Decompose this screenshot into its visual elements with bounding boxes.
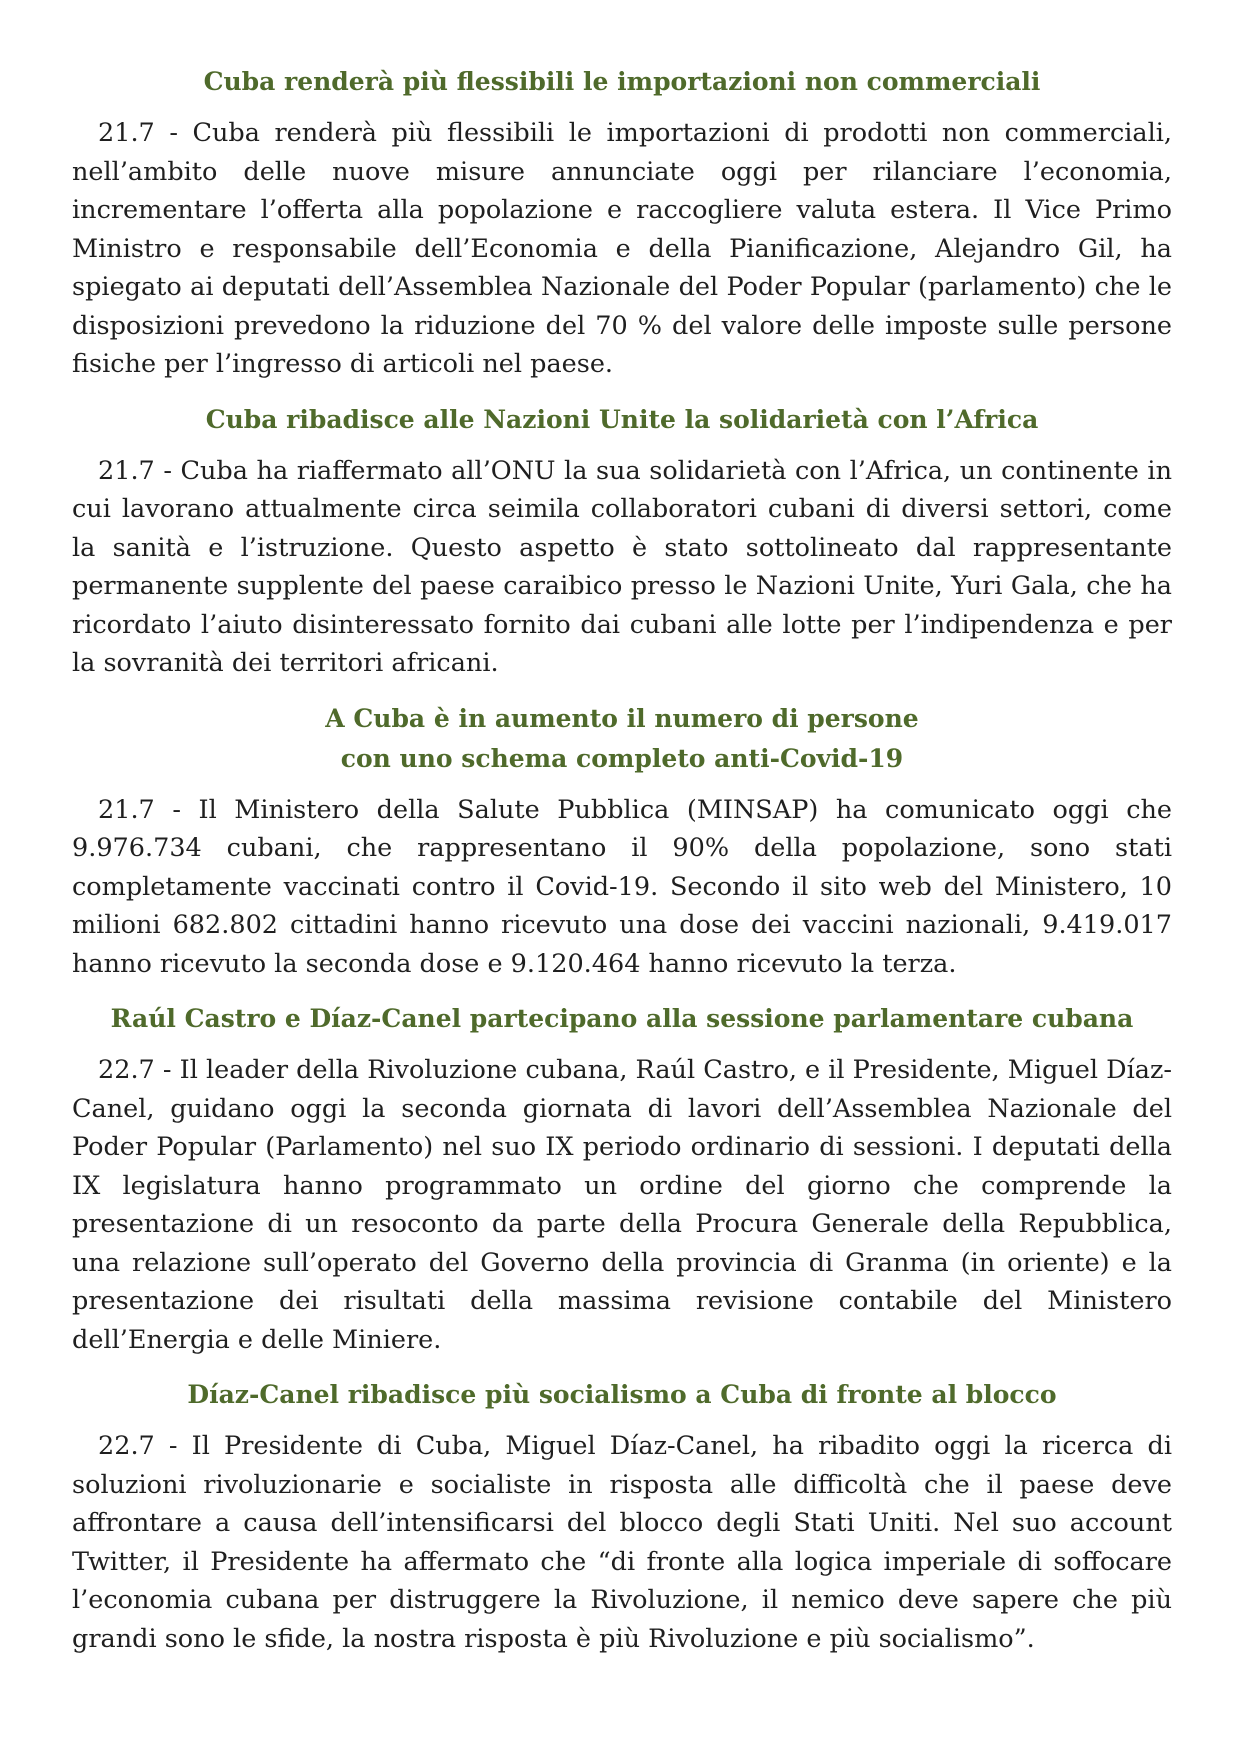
article-body: 21.7 - Cuba ha riaffermato all’ONU la sua solidarietà con l’Africa, un continente in cui lavorano attualmente circa seimila collaboratori cubani di diversi settori, come la sanità e l’istruzione. Questo aspetto è stato sottolineato dal rappresentante permanente supplente del paese caraibico presso le Nazioni Unite, Yuri Gala, che ha ricordato l’aiuto disinteressato fornito dai cubani alle lotte per l’indipendenza e per la sovranità dei territori africani.	[72, 455, 1172, 678]
article-title-line: con uno schema completo anti-Covid-19	[340, 743, 904, 773]
article-body: 22.7 - Il leader della Rivoluzione cubana, Raúl Castro, e il Presidente, Miguel Díaz-Canel, guidano oggi la seconda giornata di lavori dell’Assemblea Nazionale del Poder Popular (Parlamento) nel suo IX periodo ordinario di sessioni. I deputati della IX legislatura hanno programmato un ordine del giorno che comprende la presentazione di un resoconto da parte della Procura Generale della Repubblica, una relazione sull’operato del Governo della provincia di Granma (in oriente) e la presentazione dei risultati della massima revisione contabile del Ministero dell’Energia e delle Miniere.	[72, 1055, 1172, 1355]
article-title	[72, 699, 1172, 779]
article-title-line: Cuba renderà più flessibili le importazioni non commerciali	[203, 67, 1041, 96]
article-title	[72, 1375, 1172, 1415]
article-title-line: Raúl Castro e Díaz-Canel partecipano alla sessione parlamentare cubana	[110, 1004, 1134, 1033]
article-title	[72, 999, 1172, 1039]
article-body: 21.7 - Cuba renderà più flessibili le importazioni di prodotti non commerciali, nell’ambito delle nuove misure annunciate oggi per rilanciare l’economia, incrementare l’offerta alla popolazione e raccogliere valuta estera. Il Vice Primo Ministro e responsabile dell’Economia e della Pianificazione, Alejandro Gil, ha spiegato ai deputati dell’Assemblea Nazionale del Poder Popular (parlamento) che le disposizioni prevedono la riduzione del 70 % del valore delle imposte sulle persone fisiche per l’ingresso di articoli nel paese.	[72, 118, 1172, 379]
article-body: 22.7 - Il Presidente di Cuba, Miguel Díaz-Canel, ha ribadito oggi la ricerca di soluzioni rivoluzionarie e socialiste in risposta alle difficoltà che il paese deve affrontare a causa dell’intensificarsi del blocco degli Stati Uniti. Nel suo account Twitter, il Presidente ha affermato che “di fronte alla logica imperiale di soffocare l’economia cubana per distruggere la Rivoluzione, il nemico deve sapere che più grandi sono le sfide, la nostra risposta è più Rivoluzione e più socialismo”.	[72, 1431, 1172, 1654]
article-title-line: A Cuba è in aumento il numero di persone	[325, 703, 919, 733]
article-title-line: Cuba ribadisce alle Nazioni Unite la solidarietà con l’Africa	[205, 404, 1039, 434]
article-title-line: Díaz-Canel ribadisce più socialismo a Cuba di fronte al blocco	[187, 1380, 1057, 1409]
article-title	[72, 400, 1172, 440]
document-page	[72, 62, 1172, 1674]
article-body: 21.7 - Il Ministero della Salute Pubblica (MINSAP) ha comunicato oggi che 9.976.734 cubani, che rappresentano il 90% della popolazione, sono stati completamente vaccinati contro il Covid-19. Secondo il sito web del Ministero, 10 milioni 682.802 cittadini hanno ricevuto una dose dei vaccini nazionali, 9.419.017 hanno ricevuto la seconda dose e 9.120.464 hanno ricevuto la terza.	[72, 794, 1172, 979]
article-title	[72, 62, 1172, 102]
